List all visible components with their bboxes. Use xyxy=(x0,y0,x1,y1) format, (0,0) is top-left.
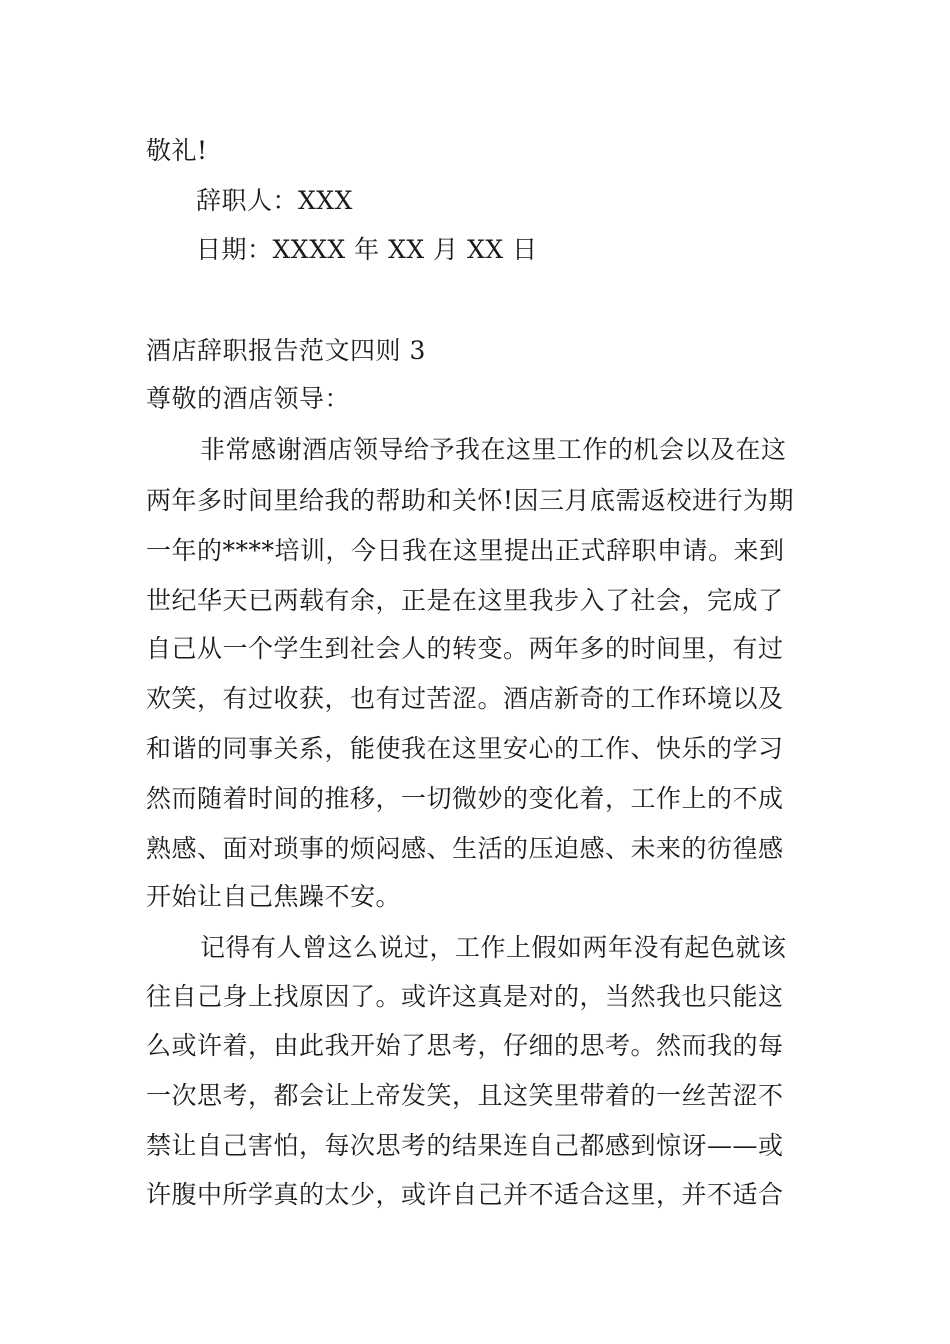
greeting-line: 尊敬的酒店领导： xyxy=(146,384,351,413)
paragraph1-line: 非常感谢酒店领导给予我在这里工作的机会以及在这 xyxy=(200,435,787,464)
date-line: 日期：XXXX 年 XX 月 XX 日 xyxy=(196,235,538,264)
paragraph1-line: 一年的****培训，今日我在这里提出正式辞职申请。来到 xyxy=(146,536,785,565)
paragraph2-line: 禁让自己害怕，每次思考的结果连自己都感到惊讶——或 xyxy=(146,1131,784,1160)
paragraph1-line: 自己从一个学生到社会人的转变。两年多的时间里，有过 xyxy=(146,634,784,663)
closing-salutation: 敬礼! xyxy=(146,136,208,165)
paragraph2-line: 许腹中所学真的太少，或许自己并不适合这里，并不适合 xyxy=(146,1180,784,1209)
paragraph1-line: 熟感、面对琐事的烦闷感、生活的压迫感、未来的彷徨感 xyxy=(146,834,784,863)
paragraph2-line: 往自己身上找原因了。或许这真是对的，当然我也只能这 xyxy=(146,982,784,1011)
paragraph1-line: 两年多时间里给我的帮助和关怀!因三月底需返校进行为期 xyxy=(146,486,795,515)
paragraph2-line: 一次思考，都会让上帝发笑，且这笑里带着的一丝苦涩不 xyxy=(146,1081,784,1110)
section-title: 酒店辞职报告范文四则 3 xyxy=(146,336,426,365)
signer-line: 辞职人：XXX xyxy=(196,186,353,215)
paragraph1-line: 欢笑，有过收获，也有过苦涩。酒店新奇的工作环境以及 xyxy=(146,684,784,713)
paragraph2-line: 么或许着，由此我开始了思考，仔细的思考。然而我的每 xyxy=(146,1031,784,1060)
paragraph1-line: 然而随着时间的推移，一切微妙的变化着，工作上的不成 xyxy=(146,784,784,813)
paragraph1-line: 和谐的同事关系，能使我在这里安心的工作、快乐的学习 xyxy=(146,734,784,763)
paragraph2-line: 记得有人曾这么说过，工作上假如两年没有起色就该 xyxy=(200,933,787,962)
paragraph1-line: 开始让自己焦躁不安。 xyxy=(146,882,402,911)
paragraph1-line: 世纪华天已两载有余，正是在这里我步入了社会，完成了 xyxy=(146,586,784,615)
